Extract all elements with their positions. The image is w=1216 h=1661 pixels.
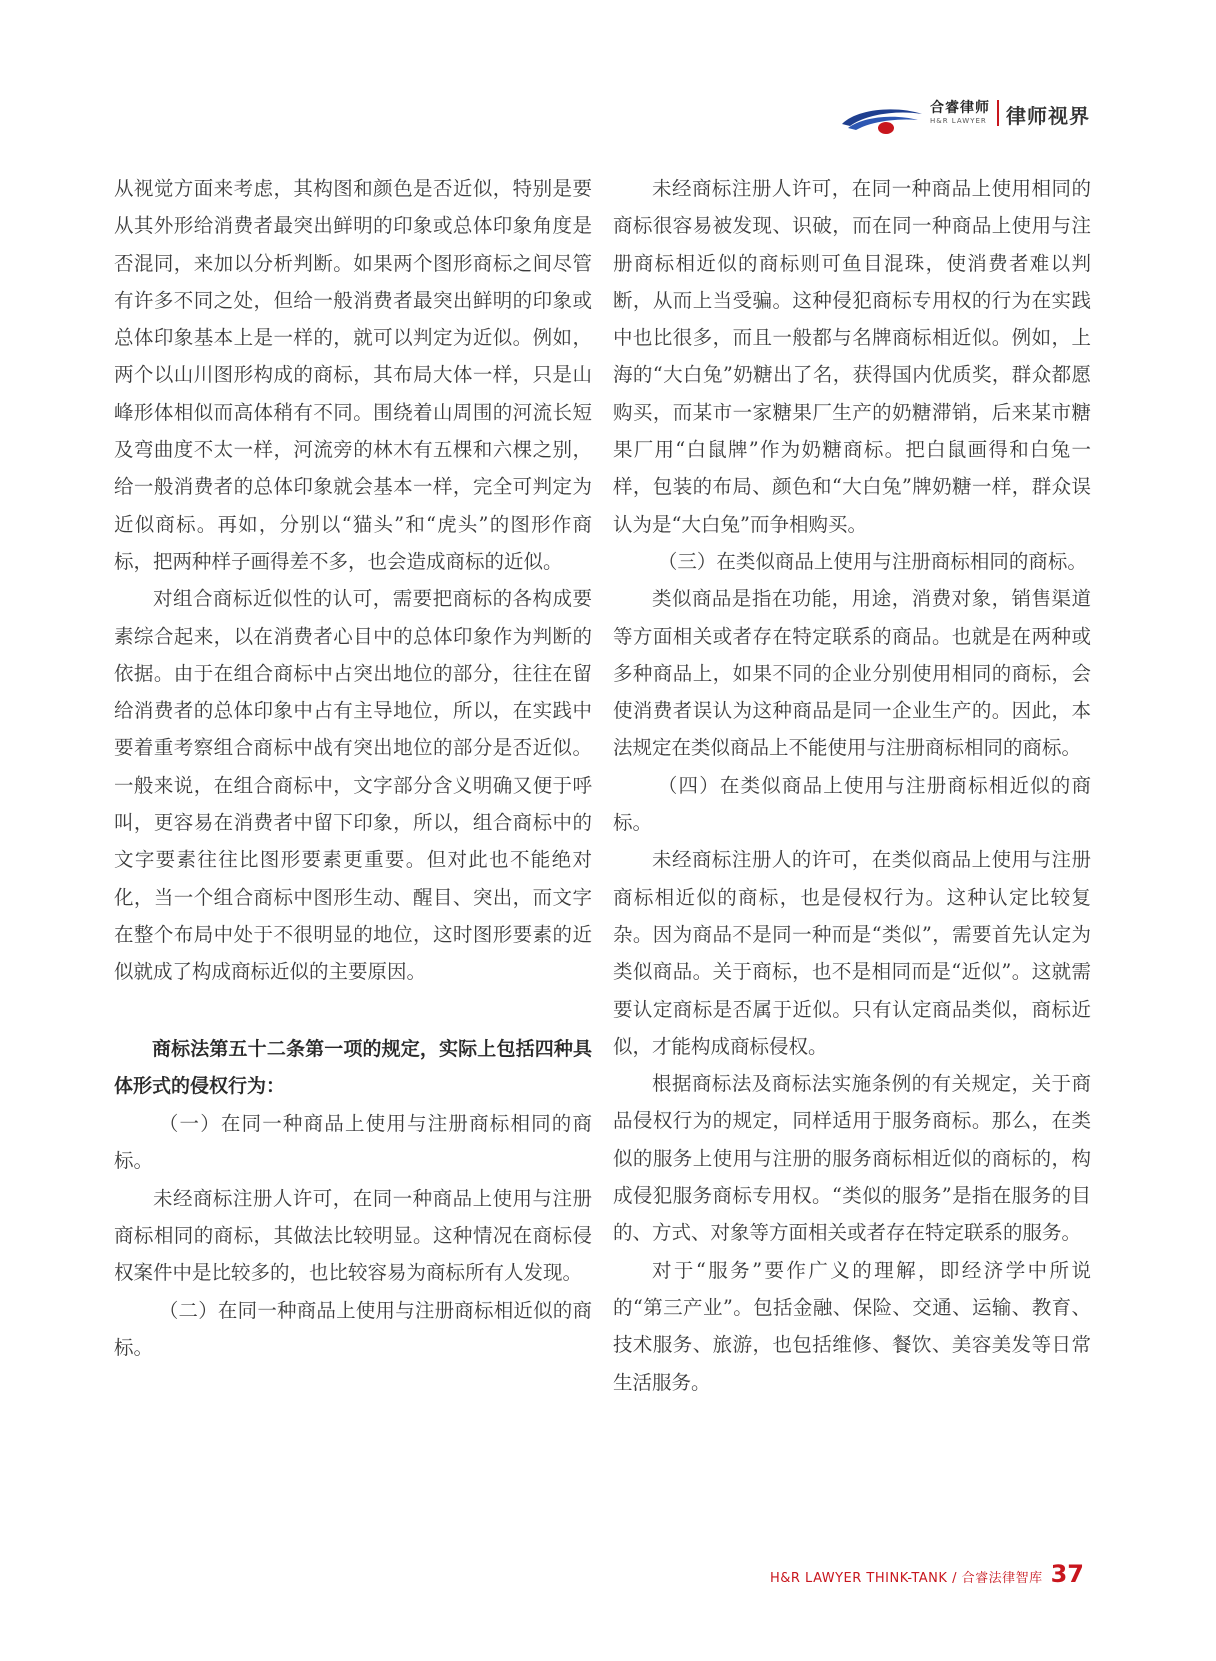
paragraph: 类似商品是指在功能，用途，消费对象，销售渠道等方面相关或者存在特定联系的商品。也就是在两种或多种商品上，如果不同的企业分别使用相同的商标，会使消费者误认为这种商品是同一企业生产的。因此，本法规定在类似商品上不能使用与注册商标相同的商标。 [613, 587, 1091, 760]
subheading: （四）在类似商品上使用与注册商标相近似的商标。 [613, 773, 1091, 835]
header-divider [997, 100, 999, 126]
paragraph: 对组合商标近似性的认可，需要把商标的各构成要素综合起来，以在消费者心目中的总体印象作为判断的依据。由于在组合商标中占突出地位的部分，往往在留给消费者的总体印象中占有主导地位，所以，在实践中要着重考察组合商标中战有突出地位的部分是否近似。一般来说，在组合商标中，文字部分含义明确又便于呼叫，更容易在消费者中留下印象，所以，组合商标中的文字要素往往比图形要素更重要。但对此也不能绝对化，当一个组合商标中图形生动、醒目、突出，而文字在整个布局中处于不很明显的地位，这时图形要素的近似就成了构成商标近似的主要原因。 [114, 587, 592, 984]
section-heading: 商标法第五十二条第一项的规定，实际上包括四种具体形式的侵权行为： [114, 1037, 592, 1097]
paragraph: 未经商标注册人的许可，在类似商品上使用与注册商标相近似的商标，也是侵权行为。这种认定比较复杂。因为商品不是同一种而是“类似”，需要首先认定为类似商品。关于商标，也不是相同而是“近似”。这就需要认定商标是否属于近似。只有认定商品类似，商标近似，才能构成商标侵权。 [613, 848, 1091, 1058]
paragraph: 对于“服务”要作广义的理解，即经济学中所说的“第三产业”。包括金融、保险、交通、运输、教育、技术服务、旅游，也包括维修、餐饮、美容美发等日常生活服务。 [613, 1258, 1091, 1394]
paragraph: 未经商标注册人许可，在同一种商品上使用相同的商标很容易被发现、识破，而在同一种商品上使用与注册商标相近似的商标则可鱼目混珠，使消费者难以判断，从而上当受骗。这种侵犯商标专用权的行为在实践中也比很多，而且一般都与名牌商标相近似。例如，上海的“大白兔”奶糖出了名，获得国内优质奖，群众都愿购买，而某市一家糖果厂生产的奶糖滞销，后来某市糖果厂用“白鼠牌”作为奶糖商标。把白鼠画得和白兔一样，包装的布局、颜色和“大白兔”牌奶糖一样，群众误认为是“大白兔”而争相购买。 [613, 177, 1091, 536]
subheading: （二）在同一种商品上使用与注册商标相近似的商标。 [114, 1298, 592, 1359]
section-title: 律师视界 [1006, 104, 1090, 128]
brand-name-cn: 合睿律师 [930, 100, 990, 116]
paragraph: 未经商标注册人许可，在同一种商品上使用与注册商标相同的商标，其做法比较明显。这种情况在商标侵权案件中是比较多的，也比较容易为商标所有人发现。 [114, 1186, 592, 1285]
page-header [838, 98, 1098, 138]
page-number: 37 [1050, 1560, 1084, 1588]
subheading: （一）在同一种商品上使用与注册商标相同的商标。 [114, 1112, 592, 1173]
paragraph: 从视觉方面来考虑，其构图和颜色是否近似，特别是要从其外形给消费者最突出鲜明的印象或总体印象角度是否混同，来加以分析判断。如果两个图形商标之间尽管有许多不同之处，但给一般消费者最突出鲜明的印象或总体印象基本上是一样的，就可以判定为近似。例如，两个以山川图形构成的商标，其布局大体一样，只是山峰形体相似而高体稍有不同。围绕着山周围的河流长短及弯曲度不太一样，河流旁的林木有五棵和六棵之别，给一般消费者的总体印象就会基本一样，完全可判定为近似商标。再如，分别以“猫头”和“虎头”的图形作商标，把两种样子画得差不多，也会造成商标的近似。 [114, 177, 592, 573]
right-column [613, 170, 1091, 1401]
firm-logo-icon [838, 102, 924, 138]
brand-block [930, 100, 990, 126]
brand-name-en: H&R LAWYER [930, 117, 987, 125]
left-column [114, 170, 592, 1366]
page-footer [770, 1560, 1084, 1588]
footer-text: H&R LAWYER THINK-TANK / 合睿法律智库 [769, 1571, 1043, 1586]
spacer [114, 991, 592, 1031]
paragraph: 根据商标法及商标法实施条例的有关规定，关于商品侵权行为的规定，同样适用于服务商标。那么，在类似的服务上使用与注册的服务商标相近似的商标的，构成侵犯服务商标专用权。“类似的服务”是指在服务的目的、方式、对象等方面相关或者存在特定联系的服务。 [613, 1072, 1091, 1245]
subheading: （三）在类似商品上使用与注册商标相同的商标。 [657, 549, 1087, 573]
